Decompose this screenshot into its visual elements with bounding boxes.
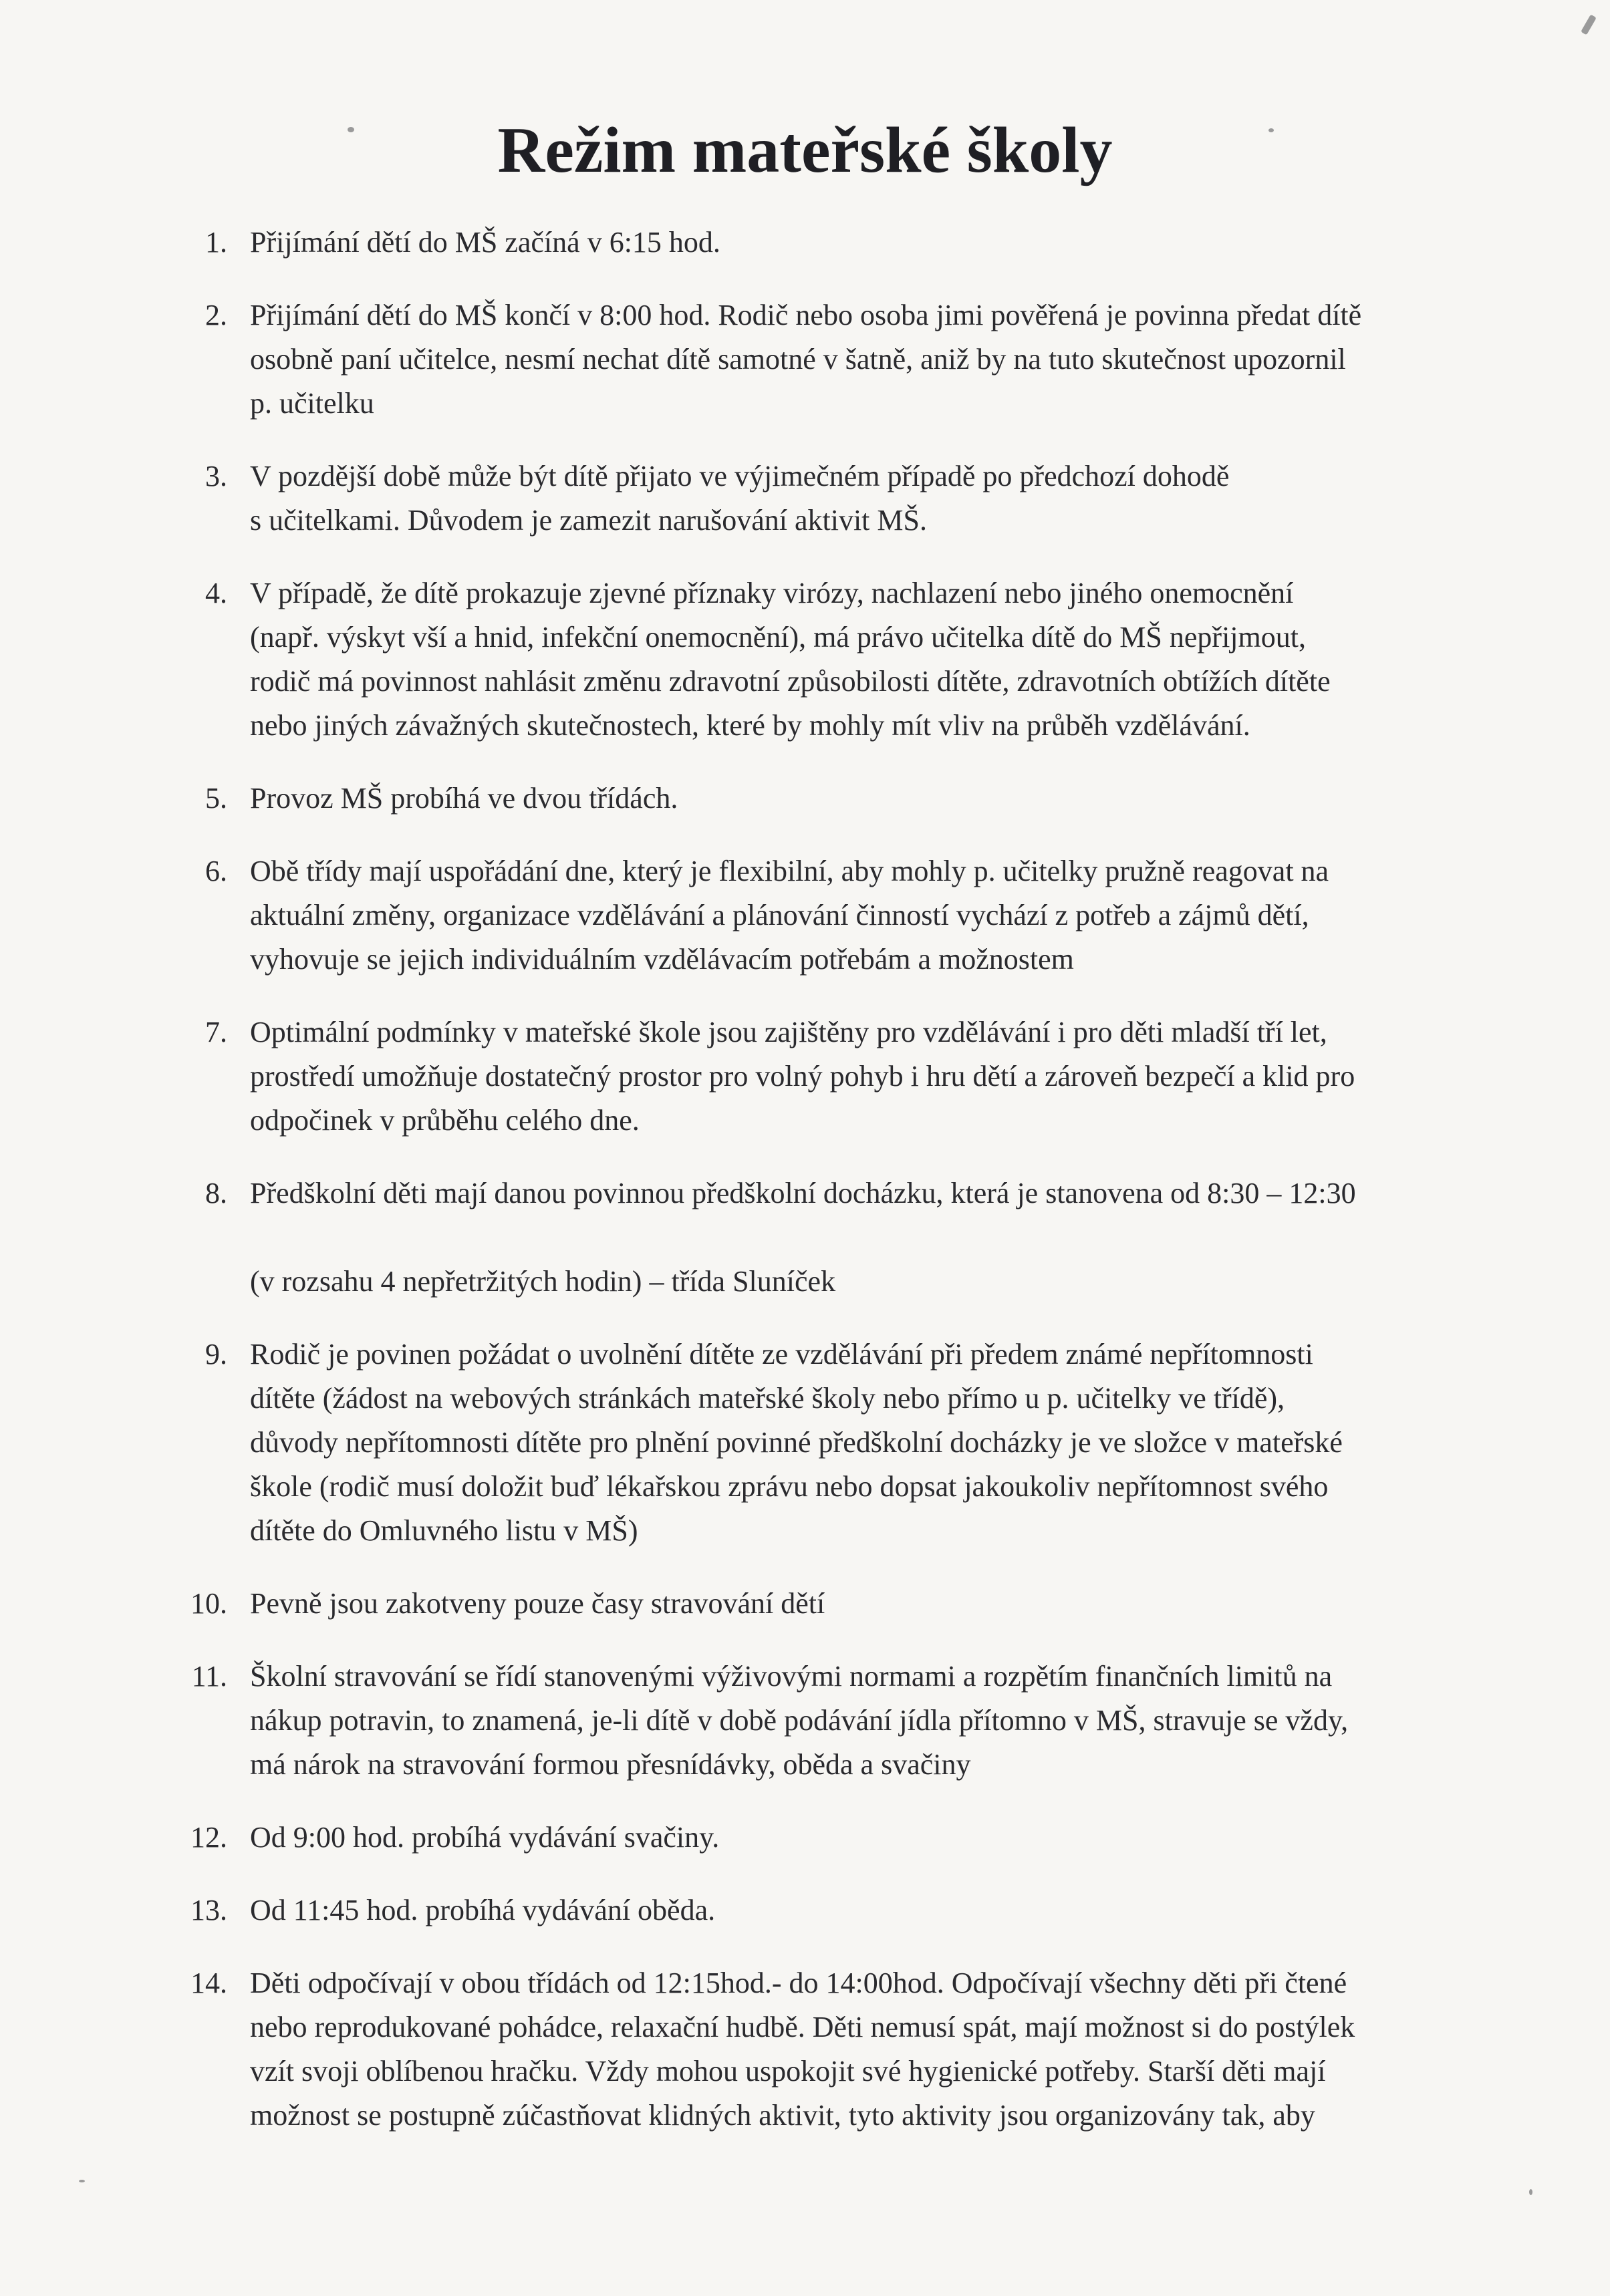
item-text-line: možnost se postupně zúčastňovat klidných aktivit, tyto aktivity jsou organizovány tak, aby xyxy=(250,2099,1315,2132)
item-text xyxy=(250,849,1486,982)
item-text-line: aktuální změny, organizace vzdělávání a plánování činností vychází z potřeb a zájmů dětí, xyxy=(250,899,1309,931)
item-number: 9. xyxy=(205,1338,227,1371)
item-text-line: Od 9:00 hod. probíhá vydávání svačiny. xyxy=(250,1821,720,1854)
item-text-line: prostředí umožňuje dostatečný prostor pro volný pohyb i hru dětí a zároveň bezpečí a klid pro xyxy=(250,1060,1355,1093)
item-number: 1. xyxy=(205,226,227,259)
page-title: Režim mateřské školy xyxy=(497,114,1113,186)
item-text xyxy=(250,1888,1486,1932)
item-text-line: dítěte do Omluvného listu v MŠ) xyxy=(250,1514,638,1547)
item-text-line: Školní stravování se řídí stanovenými výživovými normami a rozpětím finančních limitů na xyxy=(250,1660,1333,1693)
item-text-line: rodič má povinnost nahlásit změnu zdravotní způsobilosti dítěte, zdravotních obtížích dítěte xyxy=(250,665,1331,698)
item-text xyxy=(250,293,1486,426)
item-text-line: Přijímání dětí do MŠ začíná v 6:15 hod. xyxy=(250,226,720,259)
item-text-line: nebo jiných závažných skutečnostech, které by mohly mít vliv na průběh vzdělávání. xyxy=(250,709,1250,742)
item-number: 11. xyxy=(191,1660,227,1693)
item-text-line: Pevně jsou zakotveny pouze časy stravování dětí xyxy=(250,1587,825,1620)
item-number: 10. xyxy=(190,1587,227,1620)
item-number: 12. xyxy=(190,1821,227,1854)
item-text xyxy=(250,1171,1486,1304)
item-number: 6. xyxy=(205,855,227,887)
item-text-line: vzít svoji oblíbenou hračku. Vždy mohou uspokojit své hygienické potřeby. Starší děti mají xyxy=(250,2055,1326,2088)
item-text-line: Děti odpočívají v obou třídách od 12:15hod.- do 14:00hod. Odpočívají všechny děti při čtené xyxy=(250,1967,1347,1999)
item-text-line: Provoz MŠ probíhá ve dvou třídách. xyxy=(250,782,678,815)
scan-speck xyxy=(348,127,354,132)
item-text-line: škole (rodič musí doložit buď lékařskou zprávu nebo dopsat jakoukoliv nepřítomnost svého xyxy=(250,1470,1329,1503)
item-number: 13. xyxy=(190,1894,227,1926)
item-text xyxy=(250,1010,1486,1143)
item-text-line: (v rozsahu 4 nepřetržitých hodin) – třída Sluníček xyxy=(250,1265,836,1298)
scan-speck xyxy=(1529,2189,1532,2195)
item-text-line xyxy=(250,1215,1486,1260)
item-text-line: má nárok na stravování formou přesnídávky, oběda a svačiny xyxy=(250,1748,971,1781)
item-text xyxy=(250,776,1486,821)
item-text xyxy=(250,221,1486,265)
item-number: 4. xyxy=(205,577,227,609)
item-text xyxy=(250,1961,1486,2138)
item-number: 5. xyxy=(205,782,227,815)
item-text-line: s učitelkami. Důvodem je zamezit narušování aktivit MŠ. xyxy=(250,504,927,537)
item-text-line: Předškolní děti mají danou povinnou předškolní docházku, která je stanovena od 8:30 – 12:30 xyxy=(250,1177,1356,1209)
item-text-line: (např. výskyt vší a hnid, infekční onemocnění), má právo učitelka dítě do MŠ nepřijmout, xyxy=(250,621,1306,654)
item-text-line: odpočinek v průběhu celého dne. xyxy=(250,1104,640,1137)
item-text xyxy=(250,454,1486,543)
scan-speck xyxy=(1581,15,1597,35)
scan-speck xyxy=(1268,128,1274,132)
item-number: 14. xyxy=(190,1967,227,1999)
item-text-line: Přijímání dětí do MŠ končí v 8:00 hod. Rodič nebo osoba jimi pověřená je povinna předat dítě xyxy=(250,299,1362,331)
item-number: 7. xyxy=(205,1016,227,1048)
item-text xyxy=(250,1582,1486,1626)
item-number: 2. xyxy=(205,299,227,331)
item-text xyxy=(250,571,1486,748)
item-text-line: osobně paní učitelce, nesmí nechat dítě samotné v šatně, aniž by na tuto skutečnost upozornil xyxy=(250,343,1346,376)
item-text-line: Od 11:45 hod. probíhá vydávání oběda. xyxy=(250,1894,716,1926)
item-text xyxy=(250,1332,1486,1553)
scan-speck xyxy=(79,2180,85,2182)
item-text-line: nebo reprodukované pohádce, relaxační hudbě. Děti nemusí spát, mají možnost si do postýlek xyxy=(250,2011,1355,2043)
item-text-line: důvody nepřítomnosti dítěte pro plnění povinné předškolní docházky je ve složce v mateřské xyxy=(250,1426,1343,1459)
item-text-line: p. učitelku xyxy=(250,387,374,420)
item-text-line: Rodič je povinen požádat o uvolnění dítěte ze vzdělávání při předem známé nepřítomnosti xyxy=(250,1338,1313,1371)
item-text-line: dítěte (žádost na webových stránkách mateřské školy nebo přímo u p. učitelky ve třídě), xyxy=(250,1382,1285,1415)
item-text xyxy=(250,1655,1486,1787)
item-text-line: vyhovuje se jejich individuálním vzdělávacím potřebám a možnostem xyxy=(250,943,1074,976)
item-text-line: nákup potravin, to znamená, je-li dítě v době podávání jídla přítomno v MŠ, stravuje se vždy, xyxy=(250,1704,1349,1737)
item-text-line: V pozdější době může být dítě přijato ve výjimečném případě po předchozí dohodě xyxy=(250,460,1230,492)
item-text-line: Optimální podmínky v mateřské škole jsou zajištěny pro vzdělávání i pro děti mladší tří let, xyxy=(250,1016,1327,1048)
item-text-line: V případě, že dítě prokazuje zjevné příznaky virózy, nachlazení nebo jiného onemocnění xyxy=(250,577,1294,609)
item-text xyxy=(250,1816,1486,1860)
item-number: 8. xyxy=(205,1177,227,1209)
item-number: 3. xyxy=(205,460,227,492)
item-text-line: Obě třídy mají uspořádání dne, který je flexibilní, aby mohly p. učitelky pružně reagovat na xyxy=(250,855,1329,887)
